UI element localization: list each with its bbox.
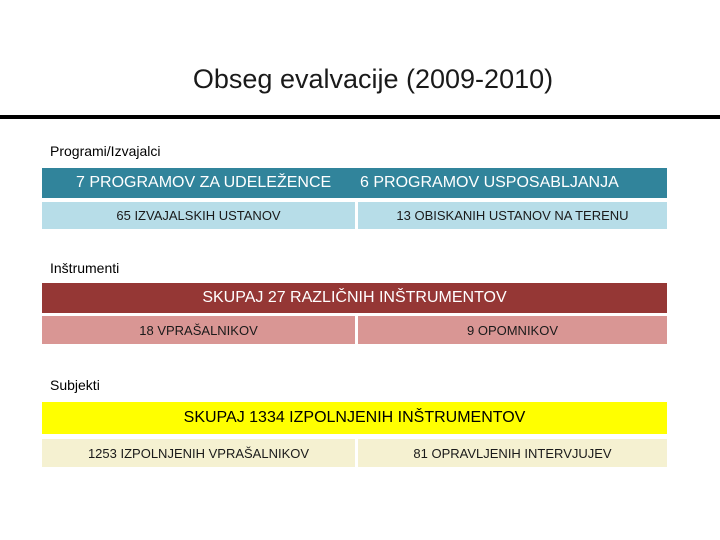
programi-header-bar [42,168,667,198]
subjekti-header-bar: SKUPAJ 1334 IZPOLNJENIH INŠTRUMENTOV [42,402,667,434]
slide-title: Obseg evalvacije (2009-2010) [192,64,554,94]
subjekti-cell-left: 1253 IZPOLNJENIH VPRAŠALNIKOV [42,439,355,467]
section-label-instrumenti: Inštrumenti [50,260,120,276]
instrumenti-cell-right: 9 OPOMNIKOV [358,316,667,344]
section-label-subjekti: Subjekti [50,377,100,393]
programi-header-right: 6 PROGRAMOV USPOSABLJANJA [360,174,619,191]
section-label-programi: Programi/Izvajalci [50,143,161,159]
programi-cell-right: 13 OBISKANIH USTANOV NA TERENU [358,202,667,229]
programi-cell-left: 65 IZVAJALSKIH USTANOV [42,202,355,229]
instrumenti-header-bar: SKUPAJ 27 RAZLIČNIH INŠTRUMENTOV [42,283,667,313]
programi-header-left: 7 PROGRAMOV ZA UDELEŽENCE [76,174,332,191]
subjekti-cell-right: 81 OPRAVLJENIH INTERVJUJEV [358,439,667,467]
instrumenti-cell-left: 18 VPRAŠALNIKOV [42,316,355,344]
title-divider [0,115,720,119]
